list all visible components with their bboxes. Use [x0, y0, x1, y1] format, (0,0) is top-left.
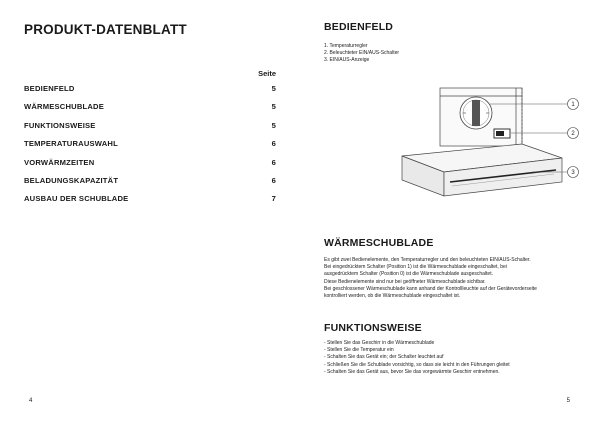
toc-entry-label: BEDIENFELD — [24, 84, 75, 93]
waermeschublade-text — [324, 257, 586, 300]
toc-entry[interactable] — [24, 176, 276, 194]
paragraph-line: Diese Bedienelemente sind nur bei geöffneter Wärmeschublade sichtbar. — [324, 278, 486, 285]
callout-number: 3 — [571, 170, 575, 177]
toc-entry[interactable] — [24, 139, 276, 157]
toc-entry[interactable] — [24, 102, 276, 120]
paragraph-line: Es gibt zwei Bedienelemente, den Temperaturregler und den beleuchteten EIN/AUS-Schalter. — [324, 257, 531, 263]
callout-number: 2 — [571, 131, 575, 138]
toc-entry-label: VORWÄRMZEITEN — [24, 157, 95, 167]
step-line: - Schalten Sie das Gerät aus, bevor Sie das vorgewärmte Geschirr entnehmen. — [324, 368, 500, 375]
toc-entry-page: 6 — [271, 157, 276, 167]
step-line: - Stellen Sie die Temperatur ein — [324, 347, 394, 354]
toc-entry-page: 6 — [271, 175, 276, 185]
control-panel-item: 1. Temperaturregler — [324, 43, 368, 49]
toc-entry-page: 5 — [271, 84, 276, 93]
toc-entry-label: WÄRMESCHUBLADE — [24, 102, 104, 112]
toc-entry-label: FUNKTIONSWEISE — [24, 120, 96, 130]
toc-entry-label: TEMPERATURAUSWAHL — [24, 139, 118, 149]
section-title-waermeschublade: WÄRMESCHUBLADE — [324, 237, 434, 249]
paragraph-line: Bei eingedrücktem Schalter (Position 1) ist die Wärmeschublade eingeschaltet, bei — [324, 264, 507, 271]
page-number: 4 — [29, 398, 33, 404]
toc-entry[interactable] — [24, 121, 276, 139]
switch-icon — [494, 129, 510, 138]
control-panel-item: 3. EIN/AUS-Anzeige — [324, 57, 370, 63]
paragraph-line: Bei geschlossener Wärmeschublade kann anhand der Kontrollleuchte auf der Gerätevorderseite — [324, 285, 537, 292]
toc-page-header: Seite — [258, 69, 276, 78]
section-title-funktionsweise: FUNKTIONSWEISE — [324, 322, 422, 334]
paragraph-line: kontrolliert werden, ob die Wärmeschublade eingeschaltet ist. — [324, 293, 461, 300]
toc-entry-label: BELADUNGSKAPAZITÄT — [24, 175, 119, 185]
step-line: - Schließen Sie die Schublade vorsichtig, so dass sie leicht in den Führungen gleitet — [324, 361, 510, 368]
section-title-bedienfeld: BEDIENFELD — [324, 21, 394, 33]
toc-entry[interactable] — [24, 158, 276, 176]
toc-entry[interactable] — [24, 194, 276, 212]
step-line: - Schalten Sie das Gerät ein; der Schalter leuchtet auf — [324, 354, 444, 361]
toc-entry-label: AUSBAU DER SCHUBLADE — [24, 194, 129, 204]
document-title: PRODUKT-DATENBLATT — [24, 22, 187, 37]
callout-number: 1 — [571, 102, 575, 109]
paragraph-line: ausgedrücktem Schalter (Position 0) ist die Wärmeschublade ausgeschaltet. — [324, 271, 493, 278]
toc-entry-page: 5 — [271, 102, 276, 112]
toc-entry-page: 7 — [271, 194, 276, 204]
table-of-contents — [24, 84, 276, 213]
funktionsweise-steps — [324, 340, 586, 376]
toc-entry[interactable] — [24, 84, 276, 102]
control-panel-item: 2. Beleuchteter EIN/AUS-Schalter — [324, 50, 400, 56]
right-page — [300, 0, 600, 423]
control-panel-list — [324, 43, 399, 64]
toc-entry-page: 6 — [271, 139, 276, 149]
step-line: - Stellen Sie das Geschirr in die Wärmeschublade — [324, 340, 435, 346]
toc-entry-page: 5 — [271, 120, 276, 130]
page-number: 5 — [566, 398, 570, 404]
temperature-knob-icon — [460, 97, 492, 129]
warming-drawer-illustration — [392, 86, 582, 198]
